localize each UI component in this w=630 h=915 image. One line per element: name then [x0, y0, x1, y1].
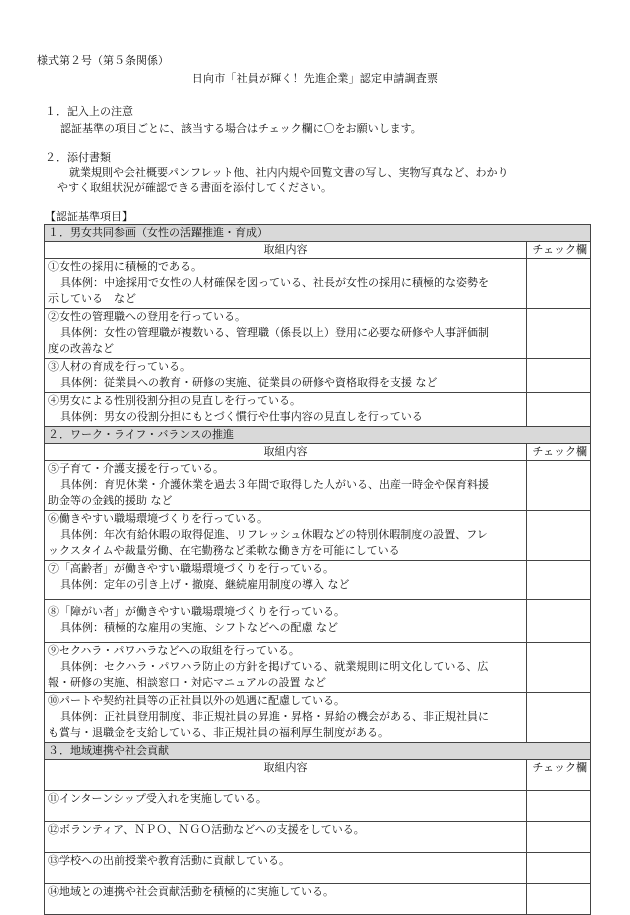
criteria-example-cont: 助金等の金銭的援助 など — [48, 494, 173, 507]
criteria-row — [45, 884, 591, 915]
criteria-title: ④男女による性別役割分担の見直しを行っている。 — [48, 394, 301, 407]
criteria-example: 具体例：正社員登用制度、非正規社員の昇進・昇格・昇給の機会がある、非正規社員に — [60, 710, 489, 723]
section-title: ２．ワーク・ライフ・バランスの推進 — [45, 427, 591, 444]
check-cell[interactable] — [527, 853, 591, 884]
criteria-example: 具体例：中途採用で女性の人材確保を図っている、社長が女性の採用に積極的な姿勢を — [60, 276, 489, 289]
check-cell[interactable] — [527, 511, 591, 561]
attachments-body-line2: やすく取組状況が確認できる書面を添付してください。 — [57, 181, 332, 194]
criteria-row — [45, 791, 591, 822]
criteria-title: ⑧「障がい者」が働きやすい職場環境づくりを行っている。 — [48, 605, 345, 618]
criteria-example-cont: 度の改善など — [48, 342, 114, 355]
criteria-description — [45, 393, 527, 427]
criteria-example: 具体例：セクハラ・パワハラ防止の方針を掲げている、就業規則に明文化している、広 — [60, 660, 489, 673]
check-cell[interactable] — [527, 359, 591, 393]
column-header-row — [45, 444, 591, 461]
section-header-row — [45, 225, 591, 242]
criteria-description — [45, 511, 527, 561]
check-cell[interactable] — [527, 791, 591, 822]
criteria-example: 具体例：従業員への教育・研修の実施、従業員の研修や資格取得を支援 など — [60, 376, 438, 389]
check-cell[interactable] — [527, 561, 591, 600]
criteria-title: ⑨セクハラ・パワハラなどへの取組を行っている。 — [48, 644, 300, 657]
check-cell[interactable] — [527, 643, 591, 693]
document-title: 日向市「社員が輝く！先進企業」認定申請調査票 — [191, 72, 439, 85]
criteria-row — [45, 511, 591, 561]
criteria-example: 具体例：育児休業・介護休業を過去３年間で取得した人がいる、出産一時金や保育料援 — [60, 478, 489, 491]
column-header-check: チェック欄 — [527, 760, 591, 791]
section-header-row — [45, 427, 591, 444]
column-header-row — [45, 760, 591, 791]
criteria-description — [45, 693, 527, 743]
check-cell[interactable] — [527, 309, 591, 359]
notes-body: 認証基準の項目ごとに、該当する場合はチェック欄に〇をお願いします。 — [60, 122, 422, 135]
criteria-row — [45, 643, 591, 693]
criteria-row — [45, 600, 591, 643]
criteria-title: ⑩パートや契約社員等の正社員以外の処遇に配慮している。 — [48, 694, 345, 707]
check-cell[interactable] — [527, 461, 591, 511]
column-header-content: 取組内容 — [45, 760, 527, 791]
criteria-title: ⑫ボランティア、ＮＰＯ、ＮＧＯ活動などへの支援をしている。 — [45, 822, 527, 853]
criteria-title: ①女性の採用に積極的である。 — [48, 260, 202, 273]
section-title: １．男女共同参画（女性の活躍推進・育成） — [45, 225, 591, 242]
criteria-row — [45, 822, 591, 853]
check-cell[interactable] — [527, 600, 591, 643]
criteria-row — [45, 259, 591, 309]
criteria-title: ⑬学校への出前授業や教育活動に貢献している。 — [45, 853, 527, 884]
criteria-row — [45, 359, 591, 393]
criteria-heading: 【認証基準項目】 — [45, 210, 133, 223]
column-header-content: 取組内容 — [45, 444, 527, 461]
attachments-heading: ２．添付書類 — [45, 151, 111, 164]
column-header-check: チェック欄 — [527, 444, 591, 461]
criteria-title: ⑭地域との連携や社会貢献活動を積極的に実施している。 — [45, 884, 527, 915]
criteria-description — [45, 600, 527, 643]
check-cell[interactable] — [527, 393, 591, 427]
check-cell[interactable] — [527, 259, 591, 309]
criteria-row — [45, 309, 591, 359]
check-cell[interactable] — [527, 884, 591, 915]
criteria-example: 具体例：定年の引き上げ・撤廃、継続雇用制度の導入 など — [60, 578, 350, 591]
criteria-title: ⑥働きやすい職場環境づくりを行っている。 — [48, 512, 268, 525]
criteria-row — [45, 393, 591, 427]
criteria-example-cont: 報・研修の実施、相談窓口・対応マニュアルの設置 など — [48, 676, 327, 689]
criteria-description — [45, 359, 527, 393]
criteria-title: ⑪インターンシップ受入れを実施している。 — [45, 791, 527, 822]
criteria-description — [45, 259, 527, 309]
section-title: ３．地域連携や社会貢献 — [45, 743, 591, 760]
criteria-example: 具体例：年次有給休暇の取得促進、リフレッシュ休暇などの特別休暇制度の設置、フレ — [60, 528, 488, 541]
check-cell[interactable] — [527, 822, 591, 853]
column-header-content: 取組内容 — [45, 242, 527, 259]
criteria-title: ⑤子育て・介護支援を行っている。 — [48, 462, 224, 475]
criteria-row — [45, 693, 591, 743]
column-header-row — [45, 242, 591, 259]
criteria-row — [45, 853, 591, 884]
criteria-description — [45, 461, 527, 511]
column-header-check: チェック欄 — [527, 242, 591, 259]
criteria-row — [45, 461, 591, 511]
criteria-example: 具体例：男女の役割分担にもとづく慣行や仕事内容の見直しを行っている — [60, 410, 423, 423]
notes-heading: １．記入上の注意 — [45, 105, 133, 118]
criteria-title: ②女性の管理職への登用を行っている。 — [48, 310, 246, 323]
criteria-example: 具体例：積極的な雇用の実施、シフトなどへの配慮 など — [60, 621, 339, 634]
check-cell[interactable] — [527, 693, 591, 743]
criteria-example-cont: 示している など — [48, 292, 136, 305]
criteria-example: 具体例：女性の管理職が複数いる、管理職（係長以上）登用に必要な研修や人事評価制 — [60, 326, 489, 339]
criteria-table — [44, 224, 591, 915]
criteria-title: ⑦「高齢者」が働きやすい職場環境づくりを行っている。 — [48, 562, 334, 575]
criteria-description — [45, 643, 527, 693]
criteria-description — [45, 309, 527, 359]
criteria-title: ③人材の育成を行っている。 — [48, 360, 191, 373]
attachments-body-line1: 就業規則や会社概要パンフレット他、社内内規や回覧文書の写し、実物写真など、わかり — [69, 166, 509, 179]
criteria-example-cont: も賞与・退職金を支給している、非正規社員の福利厚生制度がある。 — [48, 726, 389, 739]
criteria-example-cont: ックスタイムや裁量労働、在宅勤務など柔軟な働き方を可能にしている — [48, 544, 400, 557]
section-header-row — [45, 743, 591, 760]
criteria-description — [45, 561, 527, 600]
form-number-label: 様式第２号（第５条関係） — [37, 54, 169, 67]
criteria-row — [45, 561, 591, 600]
